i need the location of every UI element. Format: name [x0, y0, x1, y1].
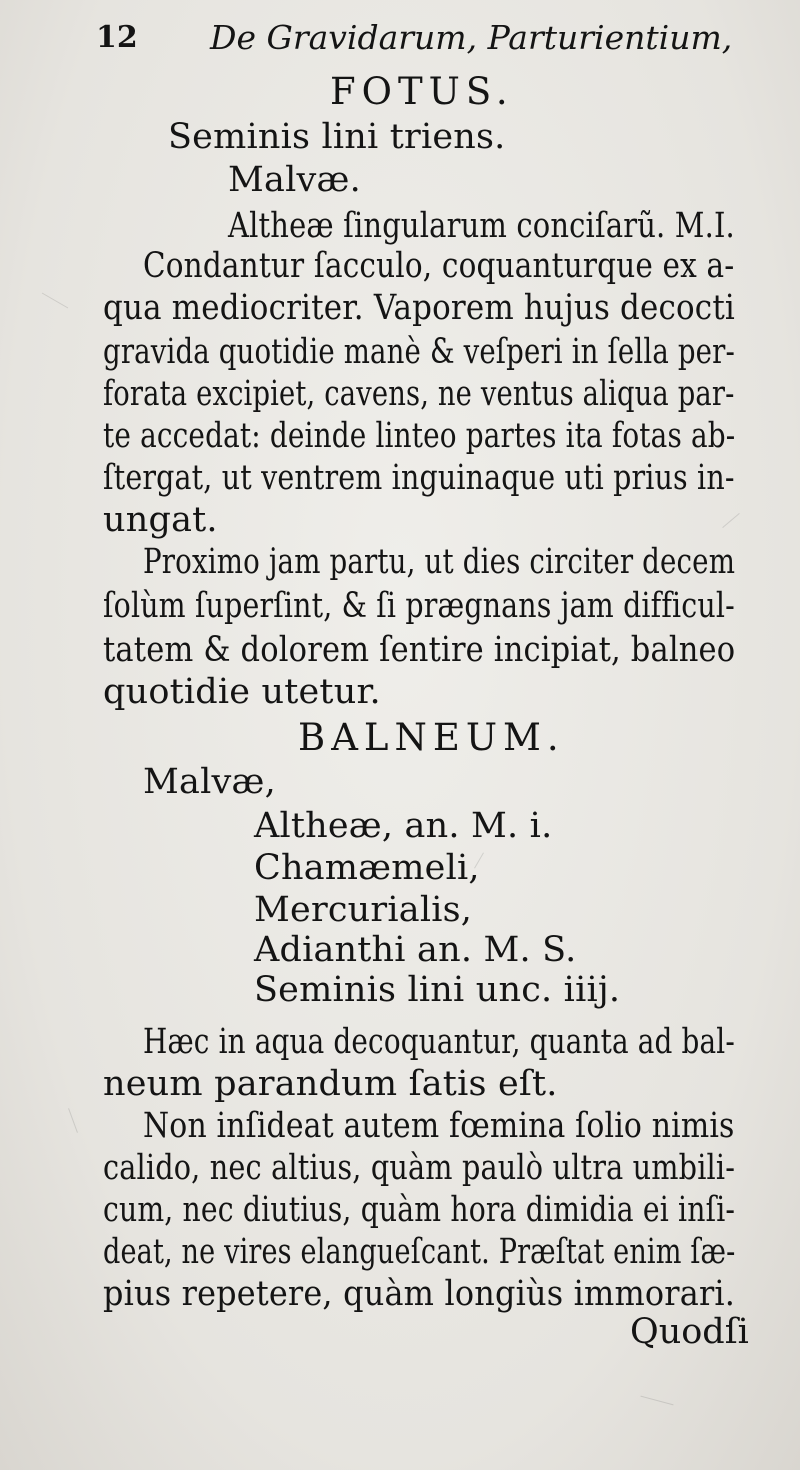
recipe-line: Chamæmeli,: [254, 848, 480, 888]
text-line: pius repetere, quàm longiùs immorari.: [103, 1274, 736, 1314]
catchword: Quodſi: [630, 1312, 749, 1352]
text-line: deat, ne vires elangueſcant. Præſtat enim ſæ-: [103, 1232, 736, 1272]
text-line: te accedat: deinde linteo partes ita fotas ab-: [103, 416, 736, 456]
fotus-heading: FOTUS.: [330, 70, 514, 113]
text-line: Seminis lini triens.: [168, 117, 506, 157]
text-line: Condantur ſacculo, coquanturque ex a-: [143, 246, 735, 286]
text-line: calido, nec altius, quàm paulò ultra umbili-: [103, 1148, 736, 1188]
text-line: Hæc in aqua decoquantur, quanta ad bal-: [143, 1022, 735, 1062]
text-line: tatem & dolorem ſentire incipiat, balneo: [103, 630, 736, 670]
running-title: De Gravidarum, Parturientium,: [210, 18, 733, 57]
text-line: Malvæ.: [228, 160, 361, 200]
recipe-line: Adianthi an. M. S.: [254, 930, 577, 970]
page-number: 12: [96, 20, 138, 55]
balneum-heading: BALNEUM.: [298, 716, 565, 759]
text-line: quotidie utetur.: [103, 672, 381, 712]
text-line: qua mediocriter. Vaporem hujus decocti: [103, 288, 736, 328]
text-line: gravida quotidie manè & veſperi in ſella per-: [103, 332, 735, 372]
recipe-line: Malvæ,: [143, 762, 276, 802]
text-line: forata excipiet, cavens, ne ventus aliqua par-: [103, 374, 735, 414]
text-line: Non inſideat autem fœmina ſolio nimis: [143, 1106, 735, 1146]
recipe-line: Altheæ, an. M. i.: [254, 806, 553, 846]
text-line: ſolùm ſuperſint, & ſi prægnans jam difficul-: [103, 586, 735, 626]
text-line: ſtergat, ut ventrem inguinaque uti prius in-: [103, 458, 735, 498]
recipe-line: Mercurialis,: [254, 890, 473, 930]
text-line: ungat.: [103, 500, 218, 540]
text-line: Proximo jam partu, ut dies circiter decem: [143, 542, 736, 582]
text-line: neum parandum ſatis eſt.: [103, 1064, 558, 1104]
recipe-line: Seminis lini unc. iiij.: [254, 970, 621, 1010]
text-line: cum, nec diutius, quàm hora dimidia ei inſi-: [103, 1190, 736, 1230]
text-line: Altheæ ſingularum conciſarũ. M.I.: [228, 206, 735, 246]
